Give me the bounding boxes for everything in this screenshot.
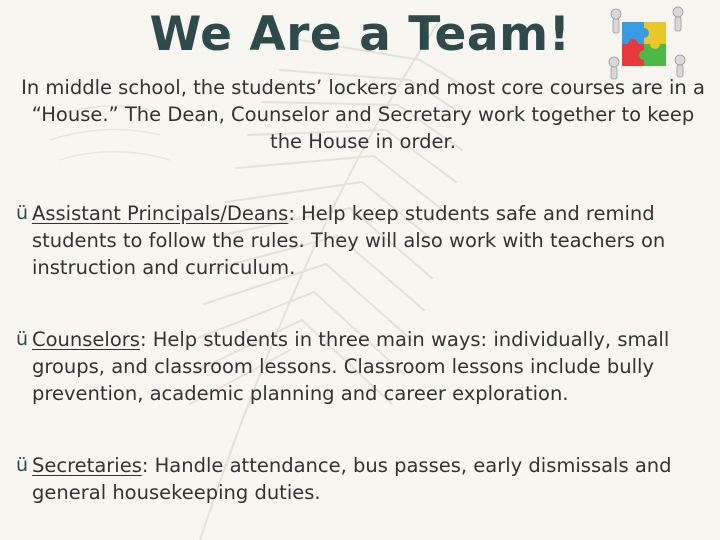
puzzle-team-icon [606,4,690,82]
item-description: : Handle attendance, bus passes, early dismissals and general housekeeping duties. [32,454,672,504]
item-term: Counselors [32,328,140,351]
check-icon: ü [16,328,29,350]
list-item-counselors [16,326,712,407]
check-icon: ü [16,202,29,224]
item-description: : Help students in three main ways: individually, small groups, and classroom lessons. Classroom lessons include bully prevention, academic planning and career exploration. [32,328,670,405]
intro-paragraph: In middle school, the students’ lockers and most core courses are in a “House.” The Dean, Counselor and Secretary work together to keep the House in order. [21,76,705,153]
check-icon: ü [16,454,29,476]
slide-title: We Are a Team! [149,7,571,62]
item-description: : Help keep students safe and remind students to follow the rules. They will also work with teachers on instruction and curriculum. [32,202,666,279]
item-term: Assistant Principals/Deans [32,202,289,225]
item-term: Secretaries [32,454,142,477]
list-item-deans [16,200,712,281]
list-item-secretaries [16,452,712,506]
